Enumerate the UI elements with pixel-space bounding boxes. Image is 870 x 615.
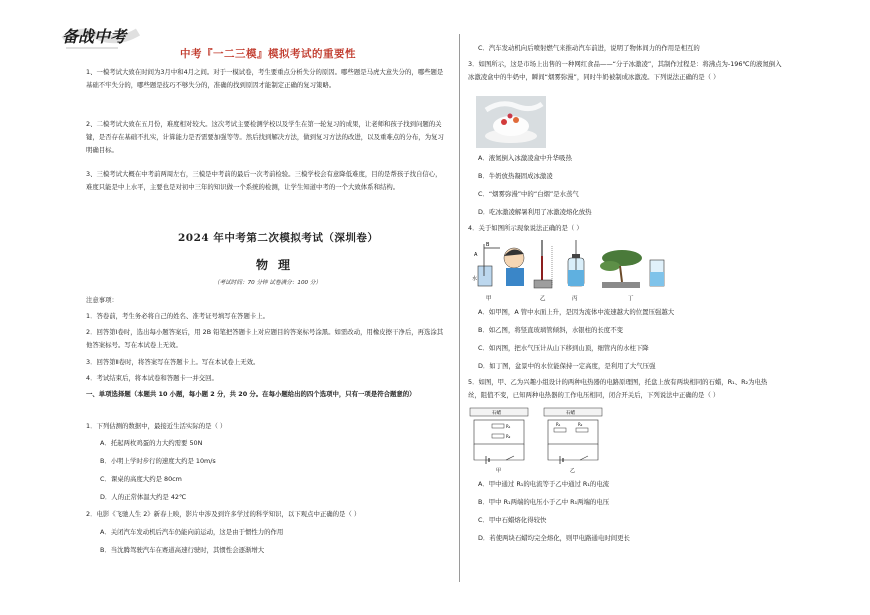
q4-figure-ding (600, 250, 664, 288)
intro-paragraph-1: 1、一模考试大致在时间为3月中和4月之间。对于一模试卷，考生要重点分析失分的原因。哪些题是马虎大意失分的，哪些题是基础不牢失分的，哪些题是技巧不够失分的，准确的找到原因才能制定正确的复习策略。 (86, 68, 444, 90)
q5-jia-r1: R₁ (506, 424, 511, 429)
q3-stem: 3．如图所示，这是市场上出售的一种网红食品——“分子冰激凌”，其制作过程是：将沸点为-196℃的液氮倒入冰激凌盒中的牛奶中，瞬间“烟雾弥漫”，同时牛奶被制成冰激凌。下列说法正确的是（ ） (468, 60, 782, 82)
subject-title: 物理 (256, 258, 301, 272)
q5-option-c: C．甲中石蜡熔化得较快 (478, 516, 547, 524)
q4-option-d: D．如丁图，盆景中的水位能保持一定高度，是利用了大气压强 (478, 362, 656, 370)
exam-meta: （考试时间：70 分钟 试卷满分：100 分） (214, 280, 322, 286)
q1-option-a: A．托起两枚鸡蛋的力大约需要 50N (100, 439, 203, 447)
q5-circuit-jia (470, 408, 528, 474)
q4-figures (470, 236, 680, 304)
q2-option-c: C．汽车发动机向后喷射燃气来推动汽车前进，说明了物体间力的作用是相互的 (478, 44, 700, 52)
intro-paragraph-3: 3、三模考试大概在中考前两周左右，三模是中考前的最后一次考前检验。三模学校会有意降低难度，目的是帮孩子找自信心，难度只能是中上水平，主要也是对初中三年的知识做一个系统的检测，让学生知道中考的一个大致体系和结构。 (86, 170, 442, 192)
q5-option-d: D．若使两块石蜡均完全熔化，则甲电路通电时间更长 (478, 534, 630, 542)
q2-stem: 2．电影《飞驰人生 2》新春上映，影片中涉及到许多学过的科学知识，以下观点中正确的是（ ） (86, 510, 361, 518)
q5-yi-r1: R₁ (556, 422, 561, 427)
notes-heading: 注意事项： (86, 296, 118, 304)
logo-beizhan-zhongkao (58, 16, 146, 54)
q1-option-b: B．小明上学时步行的速度大约是 10m/s (100, 457, 216, 465)
q5-jia-r2: R₂ (506, 434, 511, 439)
q4-label-bing: 丙 (572, 296, 578, 302)
q5-jia-box-label: 石蜡 (492, 411, 501, 416)
q3-option-a: A．液氮倒入冰激凌盒中升华吸热 (478, 154, 572, 162)
q2-option-a: A．关闭汽车发动机后汽车仍能向前运动，这是由于惯性力的作用 (100, 528, 284, 536)
column-divider (459, 34, 460, 582)
q4-water-label: 水 (472, 276, 478, 282)
q4-figure-jia (472, 242, 524, 286)
q5-option-a: A．甲中通过 R₁的电流等于乙中通过 R₁的电流 (478, 480, 610, 488)
banner-title: 中考『一二三模』模拟考试的重要性 (180, 48, 356, 60)
q4-letter-a: A (474, 252, 478, 258)
q5-label-jia: 甲 (496, 468, 502, 474)
q3-option-b: B．牛奶放热凝固成冰激凌 (478, 172, 553, 180)
q5-yi-r2: R₂ (578, 422, 583, 427)
q4-figure-bing (568, 240, 584, 286)
q3-ice-cream-photo (476, 96, 546, 148)
q4-option-b: B．如乙图，将竖直玻璃管倾斜，水银柱的长度不变 (478, 326, 623, 334)
q4-letter-b: B (486, 242, 490, 248)
q4-option-a: A．如甲图，A 管中水面上升，是因为流体中流速越大的位置压强越大 (478, 308, 675, 316)
q5-yi-box-label: 石蜡 (566, 411, 575, 416)
q4-label-ding: 丁 (628, 296, 634, 302)
q5-stem: 5．如图，甲、乙为兴趣小组设计的两种电热器的电路原理图，托盘上放有两块相同的石蜡，R₁、R₂为电热丝，阻值不变，已知两种电热器的工作电压相同，闭合开关后，下列说法中正确的是（ ） (468, 378, 768, 400)
q4-stem: 4．关于如图所示现象说法正确的是（ ） (468, 224, 583, 232)
q5-label-yi: 乙 (570, 468, 576, 474)
exam-title: 2024 年中考第二次模拟考试（深圳卷） (178, 232, 379, 244)
q5-circuit-yi (544, 408, 602, 474)
q2-option-b: B．当沈腾驾驶汽车在赛道高速行驶时，其惯性会逐渐增大 (100, 546, 265, 554)
intro-paragraph-2: 2、二模考试大致在五月份，难度相对较大。这次考试主要检测学校以及学生在第一轮复习的成果，让老师和孩子找到问题的关键，是否存在基础不扎实，计算能力是否需要加强等等。然后找到解决方法，做到复习方法的改进，以及重难点的分布，为复习明确目标。 (86, 120, 444, 155)
q3-option-d: D．吃冰激凌解暑利用了冰激凌熔化放热 (478, 208, 592, 216)
q1-option-c: C．课桌的高度大约是 80cm (100, 475, 182, 483)
section-1-heading: 一、单项选择题（本题共 10 小题，每小题 2 分，共 20 分。在每小题给出的四个选项中，只有一项是符合题意的） (86, 390, 416, 398)
q1-option-d: D．人的正常体温大约是 42℃ (100, 493, 187, 501)
q4-option-c: C．如丙图，把水气压计从山下移到山顶，细管内的水柱下降 (478, 344, 649, 352)
q5-circuit-figures (468, 406, 618, 476)
note-1: 1．答卷前，考生务必将自己的姓名、准考证号填写在答题卡上。 (86, 312, 270, 320)
q1-stem: 1．下列估测的数据中，最接近生活实际的是（ ） (86, 422, 227, 430)
q4-label-yi: 乙 (540, 296, 546, 302)
note-4: 4．考试结束后，将本试卷和答题卡一并交回。 (86, 374, 218, 382)
q4-label-jia: 甲 (486, 296, 492, 302)
note-2: 2．回答第Ⅰ卷时，选出每小题答案后，用 2B 铅笔把答题卡上对应题目的答案标号涂黑。如需改动，用橡皮擦干净后，再选涂其他答案标号。写在本试卷上无效。 (86, 328, 444, 350)
q3-option-c: C．“烟雾弥漫”中的“白烟”是水蒸气 (478, 190, 579, 198)
q4-figure-yi (534, 240, 552, 288)
q5-option-b: B．甲中 R₁两端的电压小于乙中 R₁两端的电压 (478, 498, 610, 506)
note-3: 3．回答第Ⅱ卷时，将答案写在答题卡上。写在本试卷上无效。 (86, 358, 260, 366)
logo-text: 备战中考 (62, 27, 127, 46)
